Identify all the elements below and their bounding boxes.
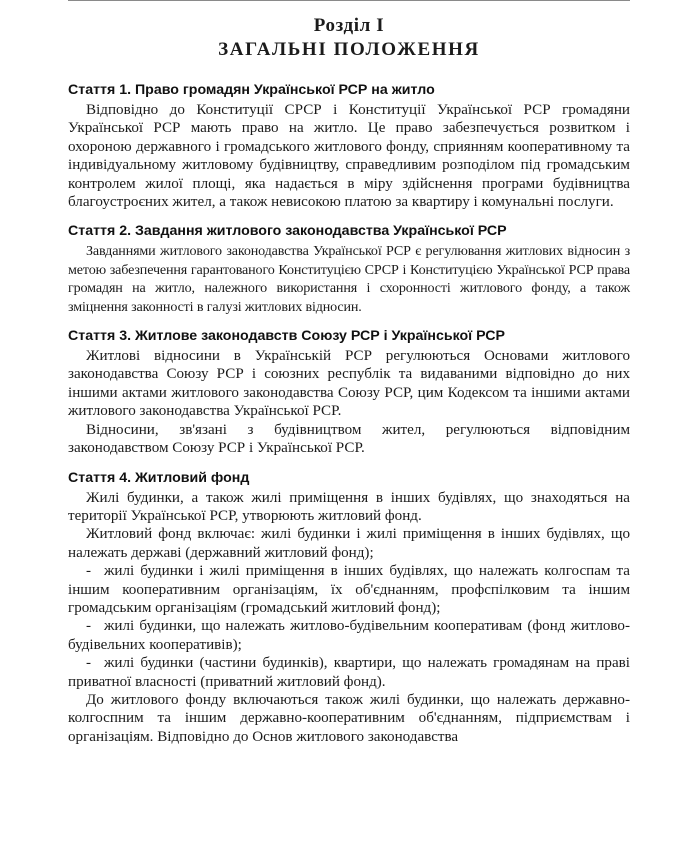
section-title: ЗАГАЛЬНІ ПОЛОЖЕННЯ: [218, 39, 480, 60]
page-top-rule: [68, 0, 630, 1]
section-heading: [68, 14, 630, 62]
list-marker: -: [86, 563, 92, 580]
list-marker: -: [86, 618, 92, 635]
document-page: [68, 14, 630, 756]
list-item-text: жилі будинки (частини будинків), квартири, що належать громадянам на праві приватної власності (приватний житловий фонд).: [68, 655, 630, 690]
article-paragraph: До житлового фонду включаються також жилі будинки, що належать державно-колгоспним та іншим державно-кооперативним об'єднанням, підприємствам і організаціям. Відповідно до Основ житлового законодавства: [68, 691, 630, 745]
article-2: [68, 221, 630, 316]
article-1: [68, 80, 630, 211]
article-title: Стаття 3. Житлове законодавств Союзу РСР і Української РСР: [68, 328, 505, 345]
article-4: [68, 468, 630, 747]
list-item: [68, 617, 630, 654]
article-paragraph: Завданнями житлового законодавства Української РСР є регулювання житлових відносин з метою забезпечення гарантованого Конституцією СРСР і Конституцією Української РСР права громадян на житло, належного використання і схоронності житлового фонду, а також зміцнення законності в галузі житлових відносин.: [68, 243, 630, 315]
article-paragraph: Жилі будинки, а також жилі приміщення в інших будівлях, що знаходяться на території Української РСР, утворюють житловий фонд.: [68, 489, 630, 524]
article-paragraph: Відповідно до Конституції СРСР і Конституції Української РСР громадяни Української РСР мають право на житло. Це право забезпечується розвитком і охороною державного і громадського житлового фонду, сприянням кооперативному та індивідуальному житловому будівництву, справедливим розподілом під громадським контролем жилої площі, яка надається в міру здійснення програми будівництва благоустроєних жител, а також невисокою платою за квартиру і комунальні послуги.: [68, 102, 630, 211]
article-title: Стаття 1. Право громадян Української РСР на житло: [68, 82, 435, 98]
article-title: Стаття 2. Завдання житлового законодавства Української РСР: [68, 223, 507, 240]
article-3: [68, 326, 630, 457]
list-item: [68, 654, 630, 691]
article-paragraph: Відносини, зв'язані з будівництвом жител, регулюються відповідним законодавством Союзу РСР і Української РСР.: [68, 421, 630, 457]
list-item-text: жилі будинки, що належать житлово-будівельним кооперативам (фонд житлово-будівельних кооперативів);: [68, 618, 630, 653]
article-title: Стаття 4. Житловий фонд: [68, 469, 250, 486]
article-paragraph: Житловий фонд включає: жилі будинки і жилі приміщення в інших будівлях, що належать державі (державний житловий фонд);: [68, 526, 630, 561]
list-item: [68, 562, 630, 617]
section-number: Розділ І: [313, 15, 385, 36]
article-paragraph: Житлові відносини в Українській РСР регулюються Основами житлового законодавства Союзу РСР і союзних республік та видаваними відповідно до них іншими актами житлового законодавства Союзу РСР, цим Кодексом та іншими актами житлового законодавства Української РСР.: [68, 348, 630, 420]
list-item-text: жилі будинки і жилі приміщення в інших будівлях, що належать колгоспам та іншим кооперативним організаціям, їх об'єднанням, профспілковим та іншим громадським організаціям (громадський житловий фонд);: [68, 563, 630, 616]
list-marker: -: [86, 655, 92, 672]
